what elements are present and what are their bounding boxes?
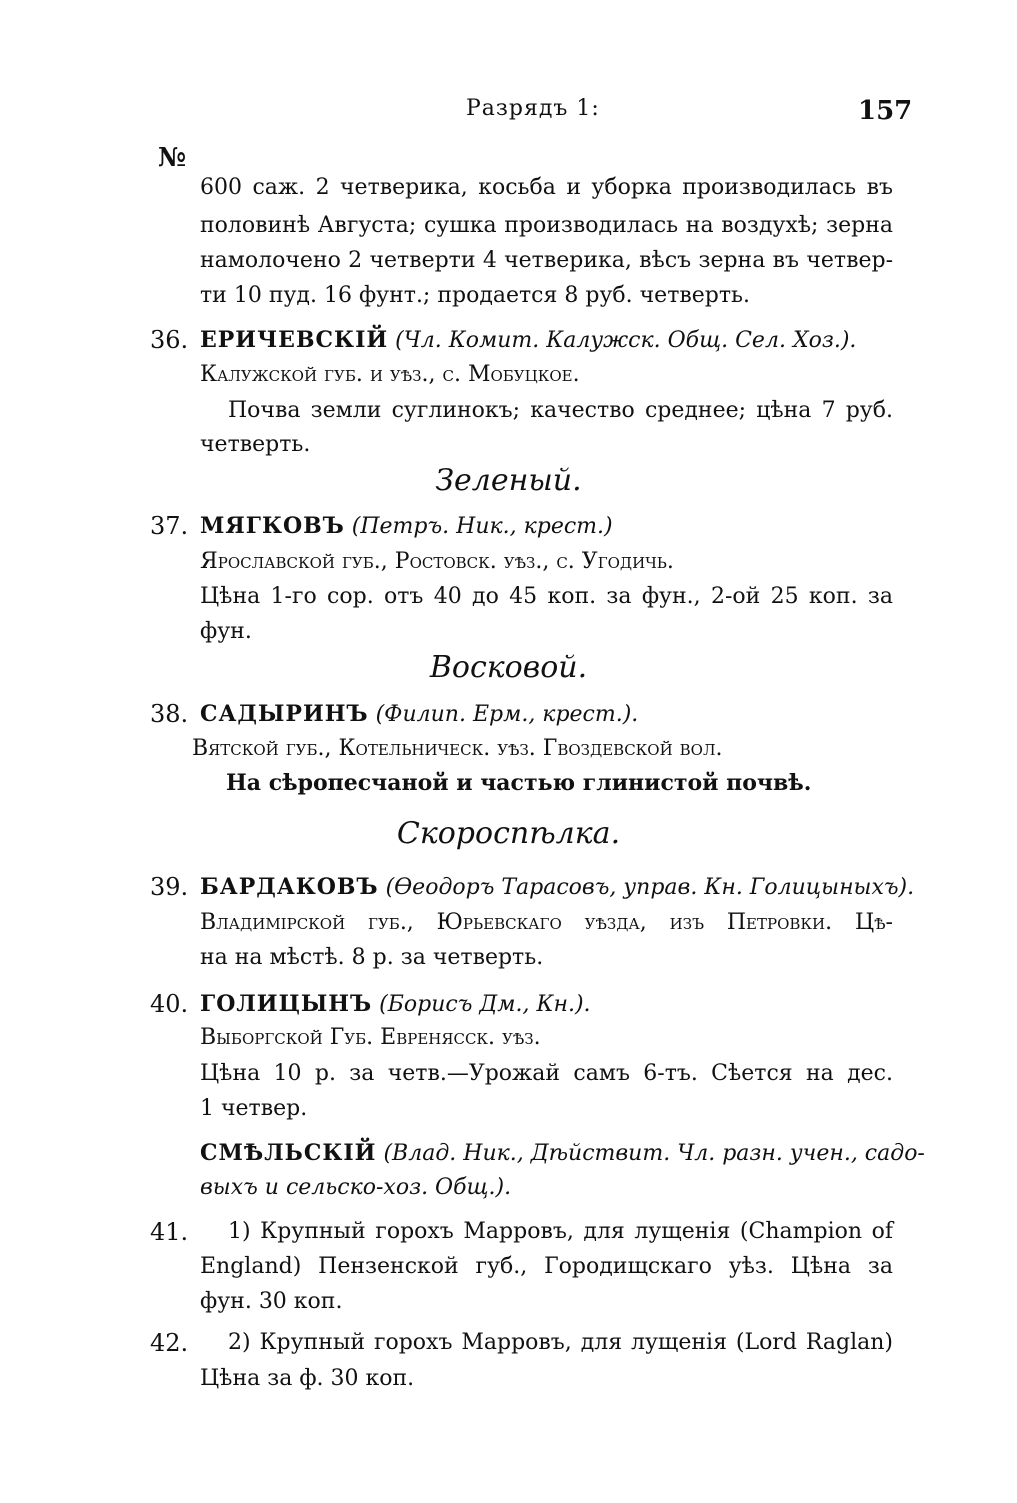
variety-heading: Скороспѣлка. (396, 816, 621, 851)
exhibitor-title: (Чл. Комит. Калужск. Общ. Сел. Хоз.). (395, 328, 857, 353)
continuation-line-3: намолочено 2 четверти 4 четверика, вѣсъ зерна въ четвер- (200, 248, 893, 273)
entry-line-2: Цѣна за ф. 30 коп. (200, 1366, 415, 1391)
entry-number: 40. (150, 990, 189, 1018)
number-column-mark: № (158, 143, 187, 173)
entry-description: На сѣропесчаной и частью глинистой почвѣ. (226, 770, 812, 796)
exhibitor-name: ГОЛИЦЫНЪ (200, 991, 373, 1017)
entry-number: 38. (150, 700, 189, 728)
exhibitor-title: (Филип. Ерм., крест.). (375, 702, 639, 727)
entry-description-line-1: Цѣна 1-го сор. отъ 40 до 45 коп. за фун., 2-ой 25 коп. за (200, 584, 893, 609)
entry-description-line-1: Почва земли суглинокъ; качество среднее; цѣна 7 руб. (228, 398, 893, 423)
variety-heading: Зеленый. (435, 463, 582, 498)
entry-heading (200, 325, 856, 356)
exhibitor-title: (Петръ. Ник., крест.) (351, 514, 613, 539)
entry-description-line-1: Цѣна 10 р. за четв.—Урожай самъ 6-тъ. Сѣется на дес. (200, 1061, 893, 1086)
entry-number: 42. (150, 1329, 189, 1357)
entry-heading (200, 989, 591, 1020)
entry-line-1: 1) Крупный горохъ Марровъ, для лущенія (Champion of (228, 1219, 893, 1244)
exhibitor-title: (Борисъ Дм., Кн.). (379, 992, 591, 1017)
entry-number: 41. (150, 1218, 189, 1246)
entry-address-line-1: Владимірской губ., Юрьевскаго уѣзда, изъ Петровки. Цѣ- (200, 910, 893, 935)
entry-address: Калужской губ. и уѣз., с. Мобуцкое. (200, 362, 580, 387)
exhibitor-name: МЯГКОВЪ (200, 513, 345, 539)
exhibitor-title: (Влад. Ник., Дѣйствит. Чл. разн. учен., садо- (383, 1141, 925, 1166)
exhibitor-title: (Ѳеодоръ Тарасовъ, управ. Кн. Голицыныхъ). (385, 875, 915, 900)
entry-heading (200, 872, 914, 903)
entry-address: Вятской губ., Котельническ. уѣз. Гвоздевской вол. (192, 736, 723, 761)
entry-heading (200, 699, 638, 730)
entry-description-line-2: 1 четвер. (200, 1096, 308, 1121)
entry-address: Ярославской губ., Ростовск. уѣз., с. Угодичь. (200, 549, 674, 574)
continuation-line-4: ти 10 пуд. 16 фунт.; продается 8 руб. четверть. (200, 283, 750, 308)
entry-line-2: England) Пензенской губ., Городищскаго уѣз. Цѣна за (200, 1254, 893, 1279)
exhibitor-title-continued: выхъ и сельско-хоз. Общ.). (200, 1175, 512, 1200)
entry-number: 39. (150, 873, 189, 901)
entry-address: Выборгской Губ. Евренясск. уѣз. (200, 1025, 541, 1050)
exhibitor-name: САДЫРИНЪ (200, 701, 369, 727)
entry-heading (200, 511, 613, 542)
continuation-line-1: 600 саж. 2 четверика, косьба и уборка производилась въ (200, 175, 893, 200)
entry-line-1: 2) Крупный горохъ Марровъ, для лущенія (Lord Raglan) (228, 1330, 893, 1355)
entry-address-line-2: на на мѣстѣ. 8 р. за четверть. (200, 945, 544, 970)
variety-heading: Восковой. (429, 650, 588, 685)
running-header: Разрядъ 1: (466, 96, 600, 121)
entry-line-3: фун. 30 коп. (200, 1289, 343, 1314)
entry-description-line-2: фун. (200, 619, 252, 644)
entry-number: 37. (150, 512, 189, 540)
page-number: 157 (858, 96, 913, 126)
exhibitor-name: ЕРИЧЕВСКІЙ (200, 327, 389, 353)
entry-heading (200, 1138, 925, 1169)
entry-description-line-2: четверть. (200, 432, 311, 457)
continuation-line-2: половинѣ Августа; сушка производилась на воздухѣ; зерна (200, 213, 893, 238)
entry-number: 36. (150, 326, 189, 354)
exhibitor-name: БАРДАКОВЪ (200, 874, 379, 900)
exhibitor-name: СМѢЛЬСКІЙ (200, 1140, 377, 1166)
